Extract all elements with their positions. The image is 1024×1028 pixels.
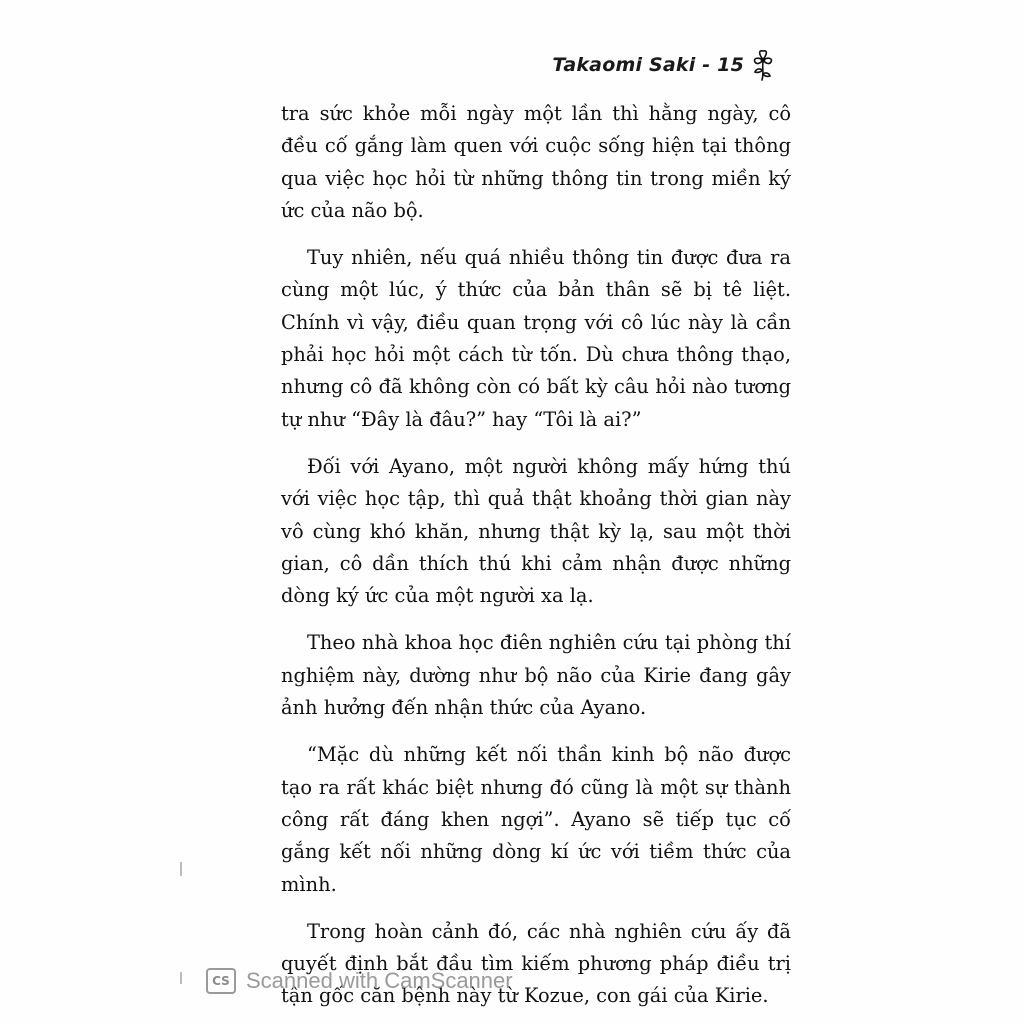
scan-margin-mark — [180, 972, 182, 984]
paragraph-5: “Mặc dù những kết nối thần kinh bộ não được tạo ra rất khác biệt nhưng đó cũng là một sự thành công rất đáng khen ngợi”. Ayano sẽ tiếp tục cố gắng kết nối những dòng kí ức với tiềm thức của mình. — [281, 743, 791, 896]
paragraph-3: Đối với Ayano, một người không mấy hứng thú với việc học tập, thì quả thật khoảng thời gian này vô cùng khó khăn, nhưng thật kỳ lạ, sau một thời gian, cô dần thích thú khi cảm nhận được những dòng ký ức của một người xa lạ. — [281, 454, 791, 608]
paragraph-1: tra sức khỏe mỗi ngày một lần thì hằng ngày, cô đều cố gắng làm quen với cuộc sống hiện tại thông qua việc học hỏi từ những thông tin trong miền ký ức của não bộ. — [281, 102, 791, 222]
paragraph-4: Theo nhà khoa học điên nghiên cứu tại phòng thí nghiệm này, dường như bộ não của Kirie đang gây ảnh hưởng đến nhận thức của Ayano. — [281, 631, 791, 720]
page-body — [281, 98, 791, 1028]
watermark-text: Scanned with CamScanner — [246, 968, 513, 993]
scanner-watermark — [206, 968, 513, 994]
paragraph-6: Trong hoàn cảnh đó, các nhà nghiên cứu ấy đã quyết định bắt đầu tìm kiếm phương pháp điều trị tận gốc căn bệnh này từ Kozue, con gái của Kirie. — [281, 919, 791, 1008]
scan-margin-mark — [180, 862, 182, 876]
flower-icon — [750, 48, 776, 82]
camscanner-logo-icon: CS — [206, 968, 236, 994]
running-head-text: Takaomi Saki - 15 — [552, 54, 744, 76]
running-header — [552, 48, 776, 82]
paragraph-2: Tuy nhiên, nếu quá nhiều thông tin được đưa ra cùng một lúc, ý thức của bản thân sẽ bị tê liệt. Chính vì vậy, điều quan trọng với cô lúc này là cần phải học hỏi một cách từ tốn. Dù chưa thông thạo, nhưng cô đã không còn có bất kỳ câu hỏi nào tương tự như “Đây là đâu?” hay “Tôi là ai?” — [281, 246, 791, 431]
